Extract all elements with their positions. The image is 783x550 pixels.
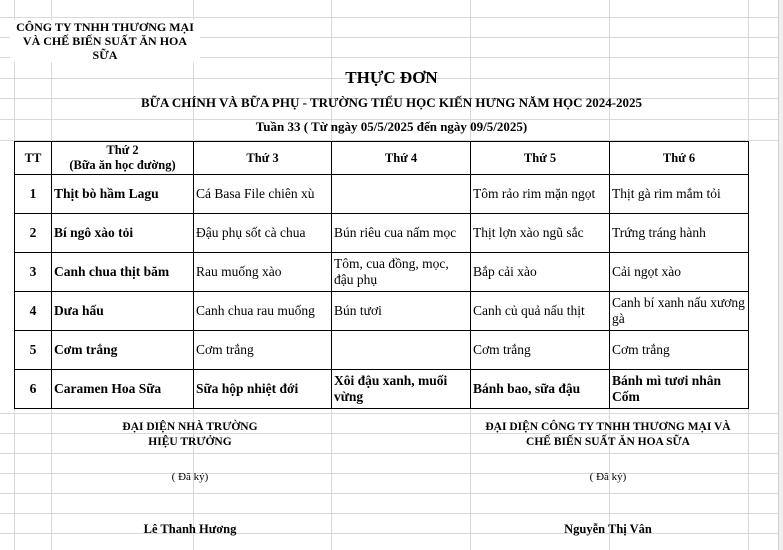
thursday-dish: Tôm rảo rim mặn ngọt: [471, 175, 610, 214]
table-row: [15, 370, 749, 409]
header-friday: Thứ 6: [610, 142, 749, 175]
school-signer-name: Lê Thanh Hương: [143, 522, 237, 536]
menu-table: [14, 141, 749, 409]
company-line-1: CÔNG TY TNHH THƯƠNG MẠI: [16, 20, 194, 34]
friday-dish: Thịt gà rim mắm tỏi: [610, 175, 749, 214]
header-row: [15, 142, 749, 175]
wednesday-dish: [332, 331, 471, 370]
header-wednesday: Thứ 4: [332, 142, 471, 175]
row-number: 1: [15, 175, 52, 214]
tuesday-dish: Cá Basa File chiên xù: [194, 175, 332, 214]
header-monday-label: Thứ 2: [106, 143, 139, 157]
monday-dish: Caramen Hoa Sữa: [52, 370, 194, 409]
table-row: [15, 253, 749, 292]
monday-dish: Dưa hấu: [52, 292, 194, 331]
row-number: 3: [15, 253, 52, 292]
thursday-dish: Canh củ quả nấu thịt: [471, 292, 610, 331]
company-representative: [468, 420, 748, 450]
company-line-2: VÀ CHẾ BIẾN SUẤT ĂN HOA: [22, 34, 188, 48]
thursday-dish: Thịt lợn xào ngũ sắc: [471, 214, 610, 253]
monday-dish: Bí ngô xào tỏi: [52, 214, 194, 253]
monday-dish: Thịt bò hầm Lagu: [52, 175, 194, 214]
row-number: 6: [15, 370, 52, 409]
friday-dish: Canh bí xanh nấu xương gà: [610, 292, 749, 331]
wednesday-dish: Bún riêu cua nấm mọc: [332, 214, 471, 253]
friday-dish: Cải ngọt xào: [610, 253, 749, 292]
school-representative: [90, 420, 290, 450]
wednesday-dish: Bún tươi: [332, 292, 471, 331]
company-signed-note: ( Đã ký): [589, 471, 627, 483]
header-thursday: Thứ 5: [471, 142, 610, 175]
company-signer-name: Nguyễn Thị Vân: [564, 522, 652, 536]
table-row: [15, 175, 749, 214]
school-rep-role: HIỆU TRƯỞNG: [148, 436, 232, 448]
wednesday-dish: Xôi đậu xanh, muối vừng: [332, 370, 471, 409]
header-monday: [52, 142, 194, 175]
friday-dish: Trứng tráng hành: [610, 214, 749, 253]
thursday-dish: Bắp cải xào: [471, 253, 610, 292]
table-row: [15, 331, 749, 370]
header-tuesday: Thứ 3: [194, 142, 332, 175]
tuesday-dish: Đậu phụ sốt cà chua: [194, 214, 332, 253]
header-tt: TT: [15, 142, 52, 175]
menu-subtitle: BỮA CHÍNH VÀ BỮA PHỤ - TRƯỜNG TIỂU HỌC KIẾN HƯNG NĂM HỌC 2024-2025: [140, 95, 643, 110]
row-number: 5: [15, 331, 52, 370]
thursday-dish: Cơm trắng: [471, 331, 610, 370]
company-line-3: SỮA: [92, 48, 118, 62]
school-rep-title: ĐẠI DIỆN NHÀ TRƯỜNG: [122, 421, 258, 433]
wednesday-dish: Tôm, cua đồng, mọc, đậu phụ: [332, 253, 471, 292]
monday-dish: Canh chua thịt băm: [52, 253, 194, 292]
monday-dish: Cơm trắng: [52, 331, 194, 370]
tuesday-dish: Sữa hộp nhiệt đới: [194, 370, 332, 409]
week-range: Tuần 33 ( Từ ngày 05/5/2025 đến ngày 09/5/2025): [255, 119, 528, 134]
header-monday-note: (Bữa ăn học đường): [69, 158, 176, 172]
friday-dish: Cơm trắng: [610, 331, 749, 370]
company-name: [10, 20, 200, 62]
tuesday-dish: Canh chua rau muống: [194, 292, 332, 331]
school-signed-note: ( Đã ký): [171, 471, 209, 483]
tuesday-dish: Rau muống xào: [194, 253, 332, 292]
company-rep-name-line: CHẾ BIẾN SUẤT ĂN HOA SỮA: [526, 436, 690, 448]
row-number: 4: [15, 292, 52, 331]
menu-title: THỰC ĐƠN: [345, 68, 438, 87]
table-row: [15, 214, 749, 253]
thursday-dish: Bánh bao, sữa đậu: [471, 370, 610, 409]
wednesday-dish: [332, 175, 471, 214]
row-number: 2: [15, 214, 52, 253]
tuesday-dish: Cơm trắng: [194, 331, 332, 370]
friday-dish: Bánh mì tươi nhân Cốm: [610, 370, 749, 409]
company-rep-title: ĐẠI DIỆN CÔNG TY TNHH THƯƠNG MẠI VÀ: [485, 421, 731, 433]
table-row: [15, 292, 749, 331]
